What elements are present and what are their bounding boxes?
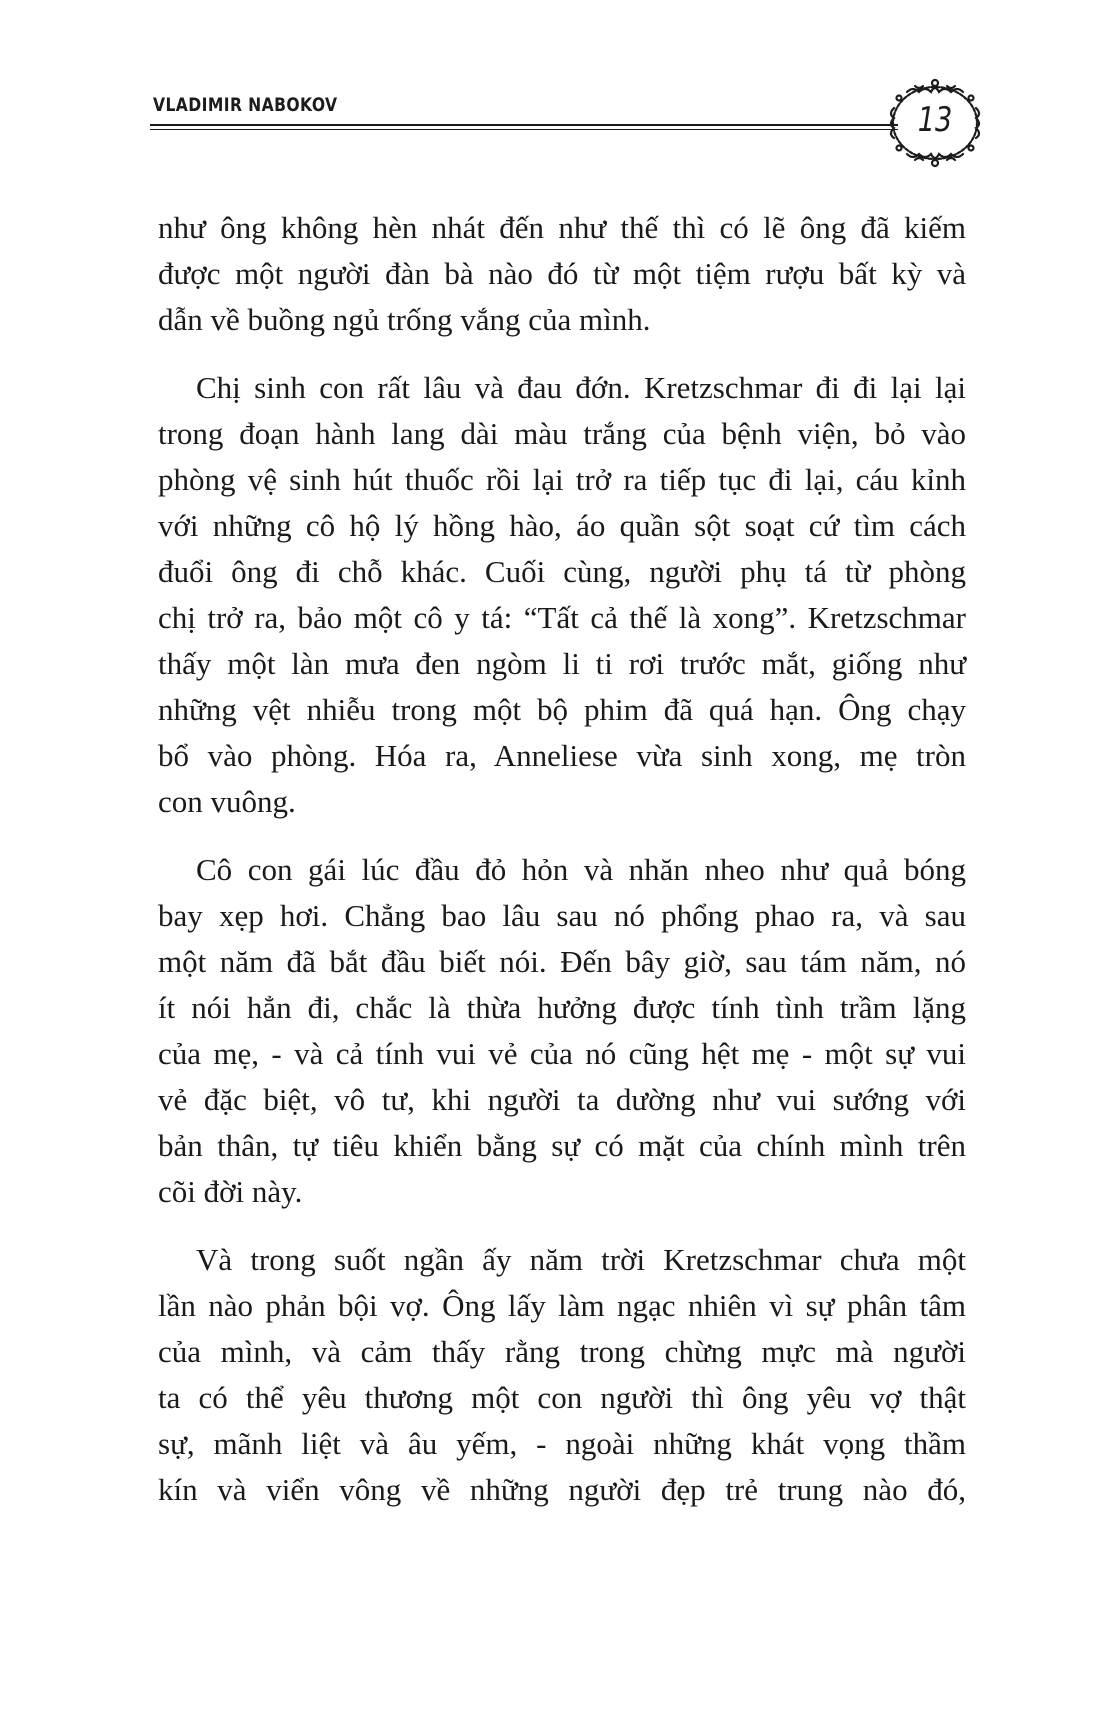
text-line: những vệt nhiễu trong một bộ phim đã quá hạn. Ông chạy bbox=[158, 692, 966, 727]
text-line: bay xẹp hơi. Chẳng bao lâu sau nó phổng phao ra, và sau bbox=[158, 898, 966, 933]
text-line: của mình, và cảm thấy rằng trong chừng mực mà người bbox=[158, 1334, 966, 1369]
text-line: bổ vào phòng. Hóa ra, Anneliese vừa sinh xong, mẹ tròn bbox=[158, 738, 966, 773]
text-line: như ông không hèn nhát đến như thế thì có lẽ ông đã kiếm bbox=[158, 210, 966, 245]
paragraph bbox=[158, 847, 966, 1215]
text-line: được một người đàn bà nào đó từ một tiệm rượu bất kỳ và bbox=[158, 256, 966, 291]
text-line: phòng vệ sinh hút thuốc rồi lại trở ra tiếp tục đi lại, cáu kỉnh bbox=[158, 462, 966, 497]
header-rule-bottom bbox=[150, 129, 898, 130]
text-line: ta có thể yêu thương một con người thì ông yêu vợ thật bbox=[158, 1380, 966, 1415]
body-text bbox=[158, 205, 966, 1535]
text-line: con vuông. bbox=[158, 784, 296, 819]
page-number: 13 bbox=[917, 100, 953, 140]
text-line: kín và viển vông về những người đẹp trẻ trung nào đó, bbox=[158, 1472, 966, 1507]
paragraph bbox=[158, 1237, 966, 1513]
text-line: lần nào phản bội vợ. Ông lấy làm ngạc nhiên vì sự phân tâm bbox=[158, 1288, 966, 1323]
text-line: sự, mãnh liệt và âu yếm, - ngoài những khát vọng thầm bbox=[158, 1426, 966, 1461]
text-line: Cô con gái lúc đầu đỏ hỏn và nhăn nheo như quả bóng bbox=[196, 852, 966, 887]
text-line: bản thân, tự tiêu khiển bằng sự có mặt của chính mình trên bbox=[158, 1128, 966, 1163]
text-line: của mẹ, - và cả tính vui vẻ của nó cũng hệt mẹ - một sự vui bbox=[158, 1036, 966, 1071]
text-line: vẻ đặc biệt, vô tư, khi người ta dường như vui sướng với bbox=[158, 1082, 966, 1117]
text-line: Chị sinh con rất lâu và đau đớn. Kretzschmar đi đi lại lại bbox=[196, 370, 966, 405]
text-line: ít nói hẳn đi, chắc là thừa hưởng được tính tình trầm lặng bbox=[158, 990, 966, 1025]
paragraph bbox=[158, 365, 966, 825]
text-line: trong đoạn hành lang dài màu trắng của bệnh viện, bỏ vào bbox=[158, 416, 966, 451]
paragraph bbox=[158, 205, 966, 343]
header-rule-top bbox=[150, 124, 898, 126]
text-line: thấy một làn mưa đen ngòm li ti rơi trước mắt, giống như bbox=[158, 646, 966, 681]
text-line: Và trong suốt ngần ấy năm trời Kretzschmar chưa một bbox=[196, 1242, 966, 1277]
page-number-ornament bbox=[885, 78, 985, 168]
text-line: chị trở ra, bảo một cô y tá: “Tất cả thế là xong”. Kretzschmar bbox=[158, 600, 966, 635]
text-line: một năm đã bắt đầu biết nói. Đến bây giờ, sau tám năm, nó bbox=[158, 944, 966, 979]
text-line: cõi đời này. bbox=[158, 1174, 303, 1209]
text-line: với những cô hộ lý hồng hào, áo quần sột soạt cứ tìm cách bbox=[158, 508, 966, 543]
running-header bbox=[150, 88, 990, 178]
text-line: dẫn về buồng ngủ trống vắng của mình. bbox=[158, 302, 651, 337]
author-name: VLADIMIR NABOKOV bbox=[153, 94, 338, 116]
text-line: đuổi ông đi chỗ khác. Cuối cùng, người phụ tá từ phòng bbox=[158, 554, 966, 589]
